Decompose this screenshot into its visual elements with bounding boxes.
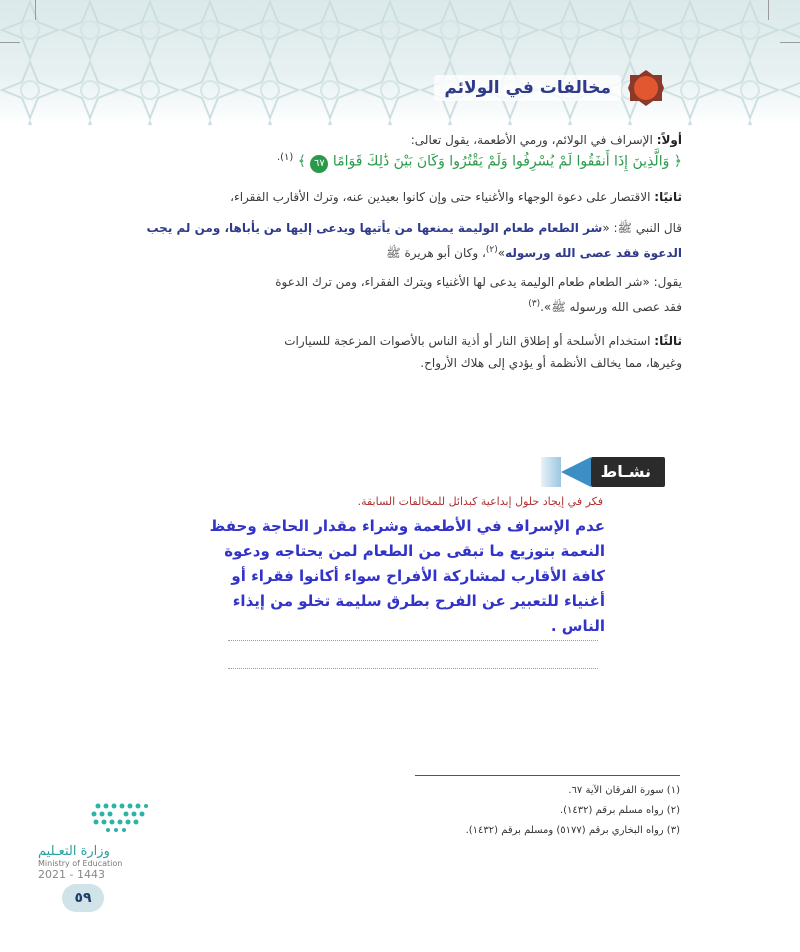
ministry-dots-icon — [38, 800, 148, 836]
verse-ref: (١). — [276, 152, 294, 163]
crop-mark — [35, 0, 36, 20]
dotted-line — [228, 668, 598, 669]
activity-answer[interactable] — [195, 514, 605, 639]
activity-label: نشـاط — [591, 457, 665, 487]
ministry-name-en: Ministry of Education — [38, 859, 123, 868]
footnote-2: (٢) رواه مسلم برقم (١٤٣٢). — [559, 805, 680, 816]
section-title — [434, 70, 665, 106]
answer-line: كافة الأقارب لمشاركة الأفراح سواء أكانوا فقراء أو — [231, 567, 605, 585]
hadith-text-1: شر الطعام طعام الوليمة يمنعها من يأتيها ويدعى إليها من — [263, 221, 603, 235]
paragraph-first — [122, 131, 682, 149]
octagon-badge-icon — [627, 69, 665, 107]
ministry-year: 2021 - 1443 — [38, 868, 105, 881]
answer-line: النعمة بتوزيع ما تبقى من الطعام لمن يحتاجه ودعوة — [224, 542, 605, 560]
ref-2: (٢) — [485, 245, 498, 255]
header-banner — [0, 0, 800, 125]
answer-line: أغنياء للتعبير عن الفرح بطرق سليمة تخلو من إيذاء — [232, 592, 605, 610]
paragraph-third — [122, 330, 682, 374]
verse-text: ﴿ وَالَّذِينَ إِذَا أَنفَقُوا لَمْ يُسْرِفُوا وَلَمْ يَقْتُرُوا وَكَانَ بَيْنَ ذَٰلِكَ قَوَامًا — [332, 153, 682, 170]
ministry-logo — [38, 800, 158, 881]
crop-mark — [768, 0, 769, 20]
hadith-close: » — [497, 246, 506, 260]
label-second: ثانيًا: — [654, 190, 682, 204]
hadith-text-2: يأباها، ومن لم يجب الدعوة فقد عصى الله ورسوله — [146, 221, 682, 260]
crop-mark — [0, 42, 20, 43]
text-second: الاقتصار على دعوة الوجهاء والأغنياء حتى وإن كانوا بعيدين عنه، وترك الأقارب الفقراء، — [230, 190, 651, 204]
ref-3: (٣) — [528, 299, 541, 309]
label-first: أولاً: — [656, 133, 682, 147]
islamic-pattern — [0, 0, 800, 125]
ayah-number: ٦٧ — [310, 155, 328, 173]
footnote-3: (٣) رواه البخاري برقم (٥١٧٧) ومسلم برقم (١٤٣٢). — [465, 825, 680, 836]
answer-line: عدم الإسراف في الأطعمة وشراء مقدار الحاجة وحفظ — [209, 517, 605, 535]
hadith-block — [122, 217, 682, 264]
activity-header — [541, 457, 665, 487]
arrow-icon — [561, 457, 591, 487]
footnote-1: (١) سورة الفرقان الآية ٦٧. — [568, 785, 680, 796]
third-line-1: استخدام الأسلحة أو إطلاق النار أو أذية الناس بالأصوات المزعجة للسيارات — [284, 334, 651, 348]
page-title: مخالفات في الولائم — [434, 75, 621, 101]
dotted-line — [228, 640, 598, 641]
paragraph-second — [122, 188, 682, 206]
verse-close: ﴾ — [297, 153, 306, 170]
hadith-prefix: قال النبي ﷺ: « — [602, 221, 682, 235]
footnote-divider — [415, 775, 680, 776]
hadith-suffix: ، وكان أبو هريرة ﷺ — [386, 246, 486, 260]
label-third: ثالثًا: — [654, 334, 682, 348]
ministry-name-ar: وزارة التعـليم — [38, 844, 110, 859]
crop-mark — [780, 42, 800, 43]
page-number: ٥٩ — [62, 884, 104, 912]
activity-prompt: فكر في إيجاد حلول إبداعية كبدائل للمخالفات السابقة. — [357, 495, 603, 508]
hadith-line-5: فقد عصى الله ورسوله ﷺ». — [540, 300, 682, 314]
hadith-block-2 — [122, 271, 682, 318]
answer-line: الناس . — [550, 617, 605, 635]
quran-verse — [122, 152, 682, 173]
text-first: الإسراف في الولائم، ورمي الأطعمة، يقول تعالى: — [410, 133, 653, 147]
activity-tail — [541, 457, 561, 487]
hadith-line-4: يقول: «شر الطعام طعام الوليمة يدعى لها الأغنياء ويترك الفقراء، ومن ترك الدعوة — [275, 275, 682, 289]
third-line-2: وغيرها، مما يخالف الأنظمة أو يؤدي إلى هلاك الأرواح. — [420, 356, 682, 370]
